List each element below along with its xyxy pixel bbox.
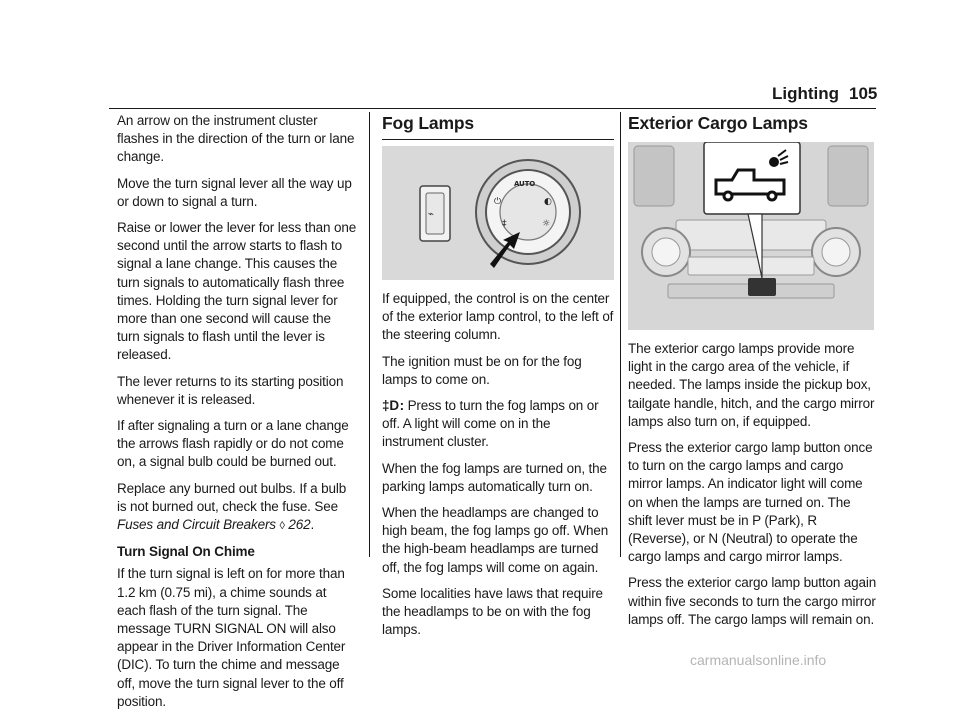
power-icon: ⏻ — [494, 197, 501, 207]
paragraph: When the headlamps are changed to high beam, the fog lamps go off. When the high-beam headlamps are turned off, the fog lamps will come on again. — [382, 505, 609, 575]
paragraph: ‡D : Press to turn the fog lamps on or off. A light will come on in the instrument cluster. — [382, 398, 599, 450]
fog-lamp-icon: ‡ — [502, 219, 507, 229]
cross-reference-link[interactable]: Fuses and Circuit Breakers — [117, 517, 276, 533]
dashboard-drawing — [628, 142, 874, 330]
paragraph: Press the exterior cargo lamp button once to turn on the cargo lamps and cargo mirror lamps. An indicator light will come on when the lamps are turned on. The shift lever must be in P (Park), R (Reverse), or N (Neutral) to operate the cargo lamps and cargo mirror lamps. — [628, 440, 873, 565]
watermark: carmanualsonline.info — [690, 652, 827, 668]
paragraph: Press the exterior cargo lamp button again within five seconds to turn the cargo mirror lamps off. The cargo lamps will remain on. — [628, 575, 877, 627]
fog-lamp-control-illustration — [382, 146, 614, 280]
reference-arrow-icon: ◊ — [279, 520, 285, 533]
lamp-control-drawing — [382, 146, 614, 280]
subheading: Turn Signal On Chime — [117, 544, 255, 560]
header-rule — [109, 108, 876, 109]
paragraph: The ignition must be on for the fog lamps to come on. — [382, 353, 582, 387]
page-header — [0, 80, 960, 108]
paragraph: Raise or lower the lever for less than one second until the arrow starts to flash to signal a lane change. This causes the turn signals to automatically flash three times. Holding the turn signal lever for more than one second will cause the turn signals to flash until the lever is released. — [117, 220, 357, 363]
fog-lamp-symbol-icon: ‡D — [382, 398, 399, 414]
column-turn-signal — [117, 112, 357, 719]
paragraph: When the fog lamps are turned on, the parking lamps automatically turn on. — [382, 460, 607, 494]
paragraph: The exterior cargo lamps provide more light in the cargo area of the vehicle, if needed. The lamps inside the pickup box, tailgate handle, hitch, and the cargo mirror lamps also turn on, if equipped. — [628, 341, 875, 429]
headlamp-icon: ◐ — [544, 197, 552, 207]
paragraph: The lever returns to its starting position whenever it is released. — [117, 373, 344, 407]
park-lamp-icon: ☼ — [542, 219, 550, 229]
section-heading: Fog Lamps — [382, 113, 474, 133]
section-title: Lighting — [772, 84, 840, 103]
page-number: 105 — [849, 84, 878, 103]
column-divider — [620, 112, 621, 557]
column-cargo-lamps — [628, 112, 878, 637]
column-fog-lamps — [382, 112, 614, 647]
cargo-lamp-button-illustration — [628, 142, 874, 330]
paragraph: If equipped, the control is on the center of the exterior lamp control, to the left of the steering column. — [382, 291, 614, 343]
paragraph: Move the turn signal lever all the way up or down to signal a turn. — [117, 175, 352, 209]
paragraph: An arrow on the instrument cluster flashes in the direction of the turn or lane change. — [117, 113, 355, 165]
auto-label: AUTO — [514, 180, 536, 188]
paragraph: If after signaling a turn or a lane change the arrows flash rapidly or do not come on, a signal bulb could be burned out. — [117, 418, 349, 470]
column-divider — [369, 112, 370, 557]
cargo-lamp-icon: ⌁ — [428, 209, 434, 220]
paragraph: Replace any burned out bulbs. If a bulb is not burned out, check the fuse. See Fuses and Circuit Breakers ◊ 262. — [117, 480, 347, 533]
reference-page[interactable]: 262 — [284, 517, 311, 533]
section-heading: Exterior Cargo Lamps — [628, 113, 808, 133]
heading-rule — [382, 139, 614, 140]
paragraph: Some localities have laws that require the headlamps to be on with the fog lamps. — [382, 585, 603, 638]
paragraph: If the turn signal is left on for more than 1.2 km (0.75 mi), a chime sounds at each flash of the turn signal. The message TURN SIGNAL ON will also appear in the Driver Information Center (DIC). To turn the chime and message off, move the turn signal lever to the off position. — [117, 566, 346, 709]
